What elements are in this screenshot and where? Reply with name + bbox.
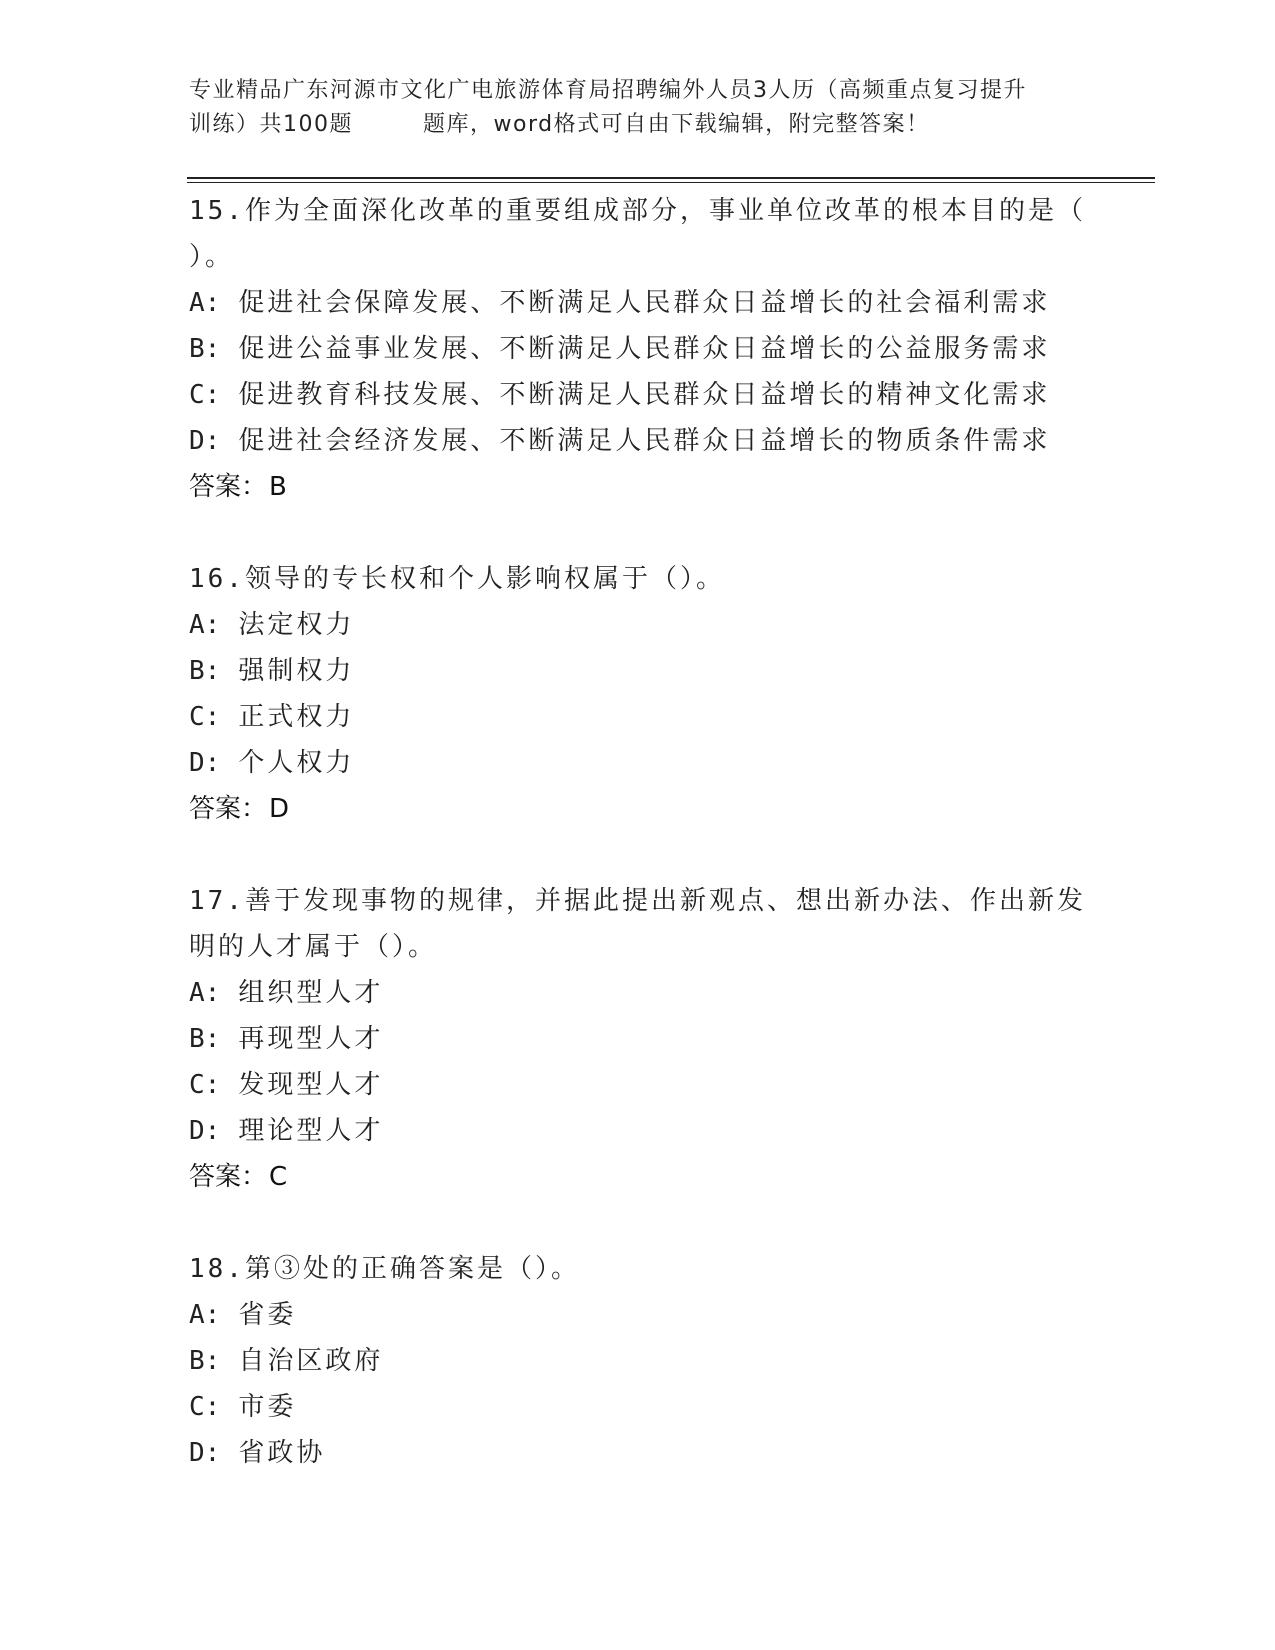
option-text: 促进社会经济发展、不断满足人民群众日益增长的物质条件需求: [238, 426, 1051, 456]
header-line-2: [189, 108, 1089, 142]
option-a: [189, 602, 1089, 648]
question-text-line-1: 善于发现事物的规律，并据此提出新观点、想出新办法、作出新发: [244, 886, 1086, 916]
option-separator: :: [204, 610, 221, 640]
option-separator: :: [204, 334, 221, 364]
option-separator: :: [204, 288, 221, 318]
option-d: [189, 1108, 1089, 1154]
option-letter: A: [189, 610, 205, 640]
answer-label: 答案：: [189, 794, 268, 824]
option-text: 个人权力: [238, 748, 355, 778]
option-separator: :: [204, 380, 221, 410]
option-a: [189, 280, 1089, 326]
option-separator: :: [204, 1116, 221, 1146]
option-text: 再现型人才: [238, 1024, 384, 1054]
header-line-2-part-1: 训练）共100题: [189, 112, 353, 137]
option-letter: B: [189, 334, 205, 364]
option-separator: :: [204, 978, 221, 1008]
option-separator: :: [204, 1346, 221, 1376]
option-letter: D: [189, 426, 205, 456]
option-separator: :: [204, 426, 221, 456]
question-stem: [189, 878, 1089, 924]
question-text-line-1: 领导的专长权和个人影响权属于（）。: [244, 564, 725, 594]
answer-value: C: [269, 1162, 288, 1192]
option-letter: C: [189, 1070, 205, 1100]
question-text-line-2: 明的人才属于（）。: [189, 932, 438, 962]
option-c: [189, 694, 1089, 740]
answer-value: B: [269, 472, 287, 502]
option-letter: B: [189, 1346, 205, 1376]
question-16: [189, 556, 1089, 832]
question-list: [189, 188, 1089, 1522]
option-text: 省委: [238, 1300, 297, 1330]
option-letter: C: [189, 380, 205, 410]
option-letter: D: [189, 748, 205, 778]
option-text: 正式权力: [238, 702, 355, 732]
option-text: 自治区政府: [238, 1346, 384, 1376]
question-text-line-1: 第③处的正确答案是（）。: [244, 1254, 580, 1284]
question-stem: [189, 188, 1089, 234]
option-c: [189, 1062, 1089, 1108]
option-b: [189, 326, 1089, 372]
option-text: 促进社会保障发展、不断满足人民群众日益增长的社会福利需求: [238, 288, 1051, 318]
option-text: 法定权力: [238, 610, 355, 640]
option-c: [189, 372, 1089, 418]
question-number: 18.: [189, 1254, 245, 1284]
option-a: [189, 1292, 1089, 1338]
option-c: [189, 1384, 1089, 1430]
option-letter: A: [189, 978, 205, 1008]
header-divider-thin: [187, 182, 1155, 183]
answer-line: [189, 464, 1089, 510]
question-number: 15.: [189, 196, 245, 226]
option-text: 省政协: [238, 1438, 326, 1468]
option-a: [189, 970, 1089, 1016]
answer-label: 答案：: [189, 1162, 268, 1192]
option-separator: :: [204, 1392, 221, 1422]
answer-line: [189, 1154, 1089, 1200]
question-18: [189, 1246, 1089, 1476]
option-separator: :: [204, 1024, 221, 1054]
answer-label: 答案：: [189, 472, 268, 502]
option-letter: A: [189, 1300, 205, 1330]
option-separator: :: [204, 1300, 221, 1330]
question-number: 16.: [189, 564, 245, 594]
option-letter: C: [189, 1392, 205, 1422]
option-letter: D: [189, 1116, 205, 1146]
question-17: [189, 878, 1089, 1200]
option-letter: C: [189, 702, 205, 732]
option-b: [189, 1338, 1089, 1384]
header-line-1: 专业精品广东河源市文化广电旅游体育局招聘编外人员3人历（高频重点复习提升: [189, 78, 1027, 103]
question-stem: [189, 1246, 1089, 1292]
option-d: [189, 740, 1089, 786]
option-b: [189, 648, 1089, 694]
option-text: 发现型人才: [238, 1070, 384, 1100]
option-letter: B: [189, 1024, 205, 1054]
option-text: 强制权力: [238, 656, 355, 686]
option-separator: :: [204, 748, 221, 778]
option-letter: A: [189, 288, 205, 318]
answer-line: [189, 786, 1089, 832]
option-d: [189, 418, 1089, 464]
option-separator: :: [204, 702, 221, 732]
option-separator: :: [204, 1070, 221, 1100]
document-header: [189, 74, 1089, 142]
option-text: 促进教育科技发展、不断满足人民群众日益增长的精神文化需求: [238, 380, 1051, 410]
question-15: [189, 188, 1089, 510]
option-separator: :: [204, 656, 221, 686]
option-letter: B: [189, 656, 205, 686]
question-text-line-1: 作为全面深化改革的重要组成部分，事业单位改革的根本目的是（: [244, 196, 1086, 226]
option-separator: :: [204, 1438, 221, 1468]
question-number: 17.: [189, 886, 245, 916]
option-text: 市委: [238, 1392, 297, 1422]
option-text: 组织型人才: [238, 978, 384, 1008]
option-letter: D: [189, 1438, 205, 1468]
option-b: [189, 1016, 1089, 1062]
question-text-line-2: ）。: [189, 242, 235, 272]
answer-value: D: [269, 794, 290, 824]
option-d: [189, 1430, 1089, 1476]
question-stem: [189, 556, 1089, 602]
header-line-2-part-2: 题库，word格式可自由下载编辑，附完整答案！: [423, 112, 930, 137]
header-divider-thick: [187, 177, 1155, 179]
option-text: 理论型人才: [238, 1116, 384, 1146]
option-text: 促进公益事业发展、不断满足人民群众日益增长的公益服务需求: [238, 334, 1051, 364]
